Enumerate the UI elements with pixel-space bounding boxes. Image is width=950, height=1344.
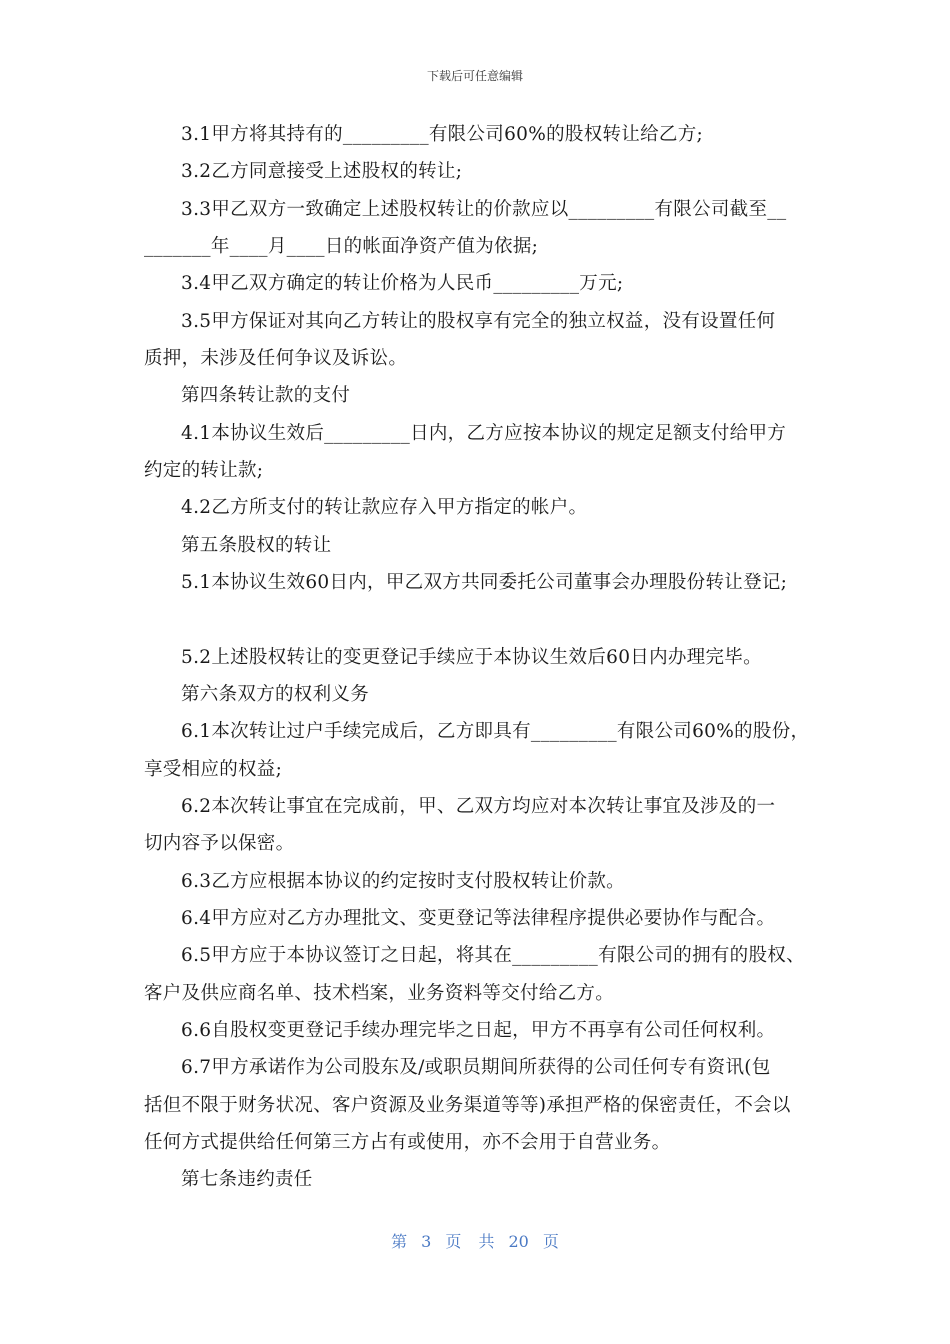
section-heading: 第五条股权的转让 (181, 535, 332, 556)
footer-end-label: 页 (542, 1232, 559, 1251)
paragraph-line: 3.4甲乙双方确定的转让价格为人民币_________万元; (181, 273, 624, 294)
paragraph-line: 3.3甲乙双方一致确定上述股权转让的价款应以_________有限公司截至__ (181, 199, 787, 220)
section-heading: 第七条违约责任 (181, 1169, 313, 1190)
footer-page-label: 第 (391, 1232, 408, 1251)
paragraph-line: 6.7甲方承诺作为公司股东及/或职员期间所获得的公司任何专有资讯(包 (181, 1057, 771, 1078)
paragraph-line: 质押，未涉及任何争议及诉讼。 (144, 348, 408, 369)
paragraph-line: 5.1本协议生效60日内，甲乙双方共同委托公司董事会办理股份转让登记; (181, 572, 788, 593)
paragraph-line: 切内容予以保密。 (144, 833, 295, 854)
paragraph-line: 5.2上述股权转让的变更登记手续应于本协议生效后60日内办理完毕。 (181, 647, 762, 668)
paragraph-line: 6.5甲方应于本协议签订之日起，将其在_________有限公司的拥有的股权、 (181, 945, 805, 966)
paragraph-line: 6.6自股权变更登记手续办理完毕之日起，甲方不再享有公司任何权利。 (181, 1020, 776, 1041)
page-header-note: 下载后可任意编辑 (426, 69, 523, 83)
footer-total-label: 页 共 (445, 1232, 495, 1251)
paragraph-line: 任何方式提供给任何第三方占有或使用，亦不会用于自营业务。 (144, 1132, 671, 1153)
paragraph-line: 客户及供应商名单、技术档案，业务资料等交付给乙方。 (144, 983, 615, 1004)
paragraph-line: 4.2乙方所支付的转让款应存入甲方指定的帐户。 (181, 497, 588, 518)
section-heading: 第四条转让款的支付 (181, 385, 351, 406)
paragraph-line: 约定的转让款; (144, 460, 264, 481)
paragraph-line: 享受相应的权益; (144, 759, 283, 780)
paragraph-line: _______年____月____日的帐面净资产值为依据; (144, 236, 539, 257)
section-heading: 第六条双方的权利义务 (181, 684, 370, 705)
paragraph-line: 4.1本协议生效后_________日内，乙方应按本协议的规定足额支付给甲方 (181, 423, 787, 444)
paragraph-line: 6.2本次转让事宜在完成前，甲、乙双方均应对本次转让事宜及涉及的一 (181, 796, 776, 817)
paragraph-line: 6.3乙方应根据本协议的约定按时支付股权转让价款。 (181, 871, 625, 892)
paragraph-line: 3.2乙方同意接受上述股权的转让; (181, 161, 463, 182)
footer-total-pages: 20 (508, 1232, 529, 1251)
footer-current-page: 3 (421, 1232, 432, 1251)
paragraph-line: 3.1甲方将其持有的_________有限公司60%的股权转让给乙方; (181, 124, 704, 145)
paragraph-line: 6.4甲方应对乙方办理批文、变更登记等法律程序提供必要协作与配合。 (181, 908, 776, 929)
paragraph-line: 6.1本次转让过户手续完成后，乙方即具有_________有限公司60%的股份， (181, 721, 810, 742)
page-footer (0, 1229, 950, 1252)
paragraph-line: 3.5甲方保证对其向乙方转让的股权享有完全的独立权益，没有设置任何 (181, 311, 776, 332)
paragraph-line: 括但不限于财务状况、客户资源及业务渠道等等)承担严格的保密责任，不会以 (144, 1095, 791, 1116)
